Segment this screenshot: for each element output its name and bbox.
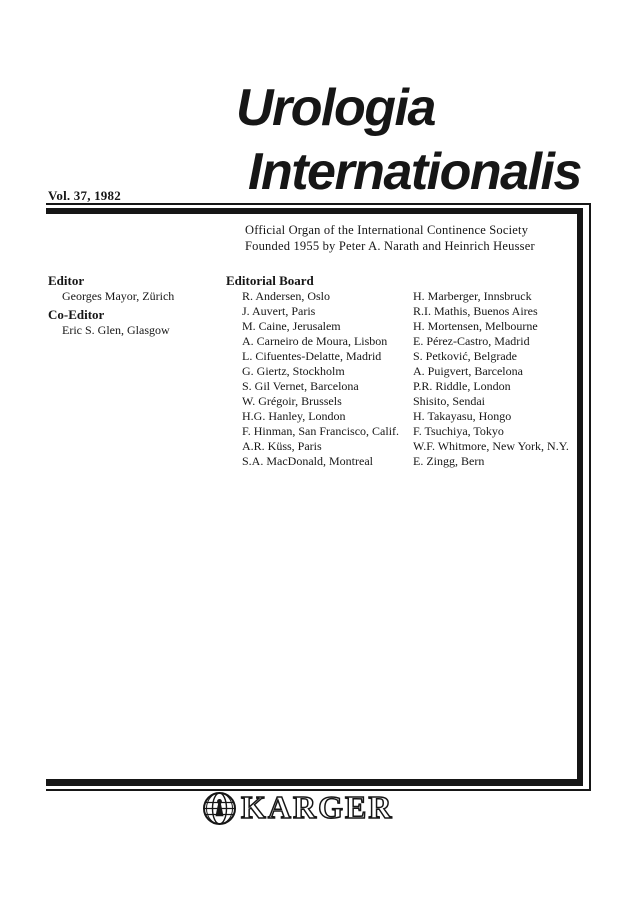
board-member: W.F. Whitmore, New York, N.Y. [413,439,569,453]
co-editor-heading: Co-Editor [48,307,105,322]
board-member: S. Petković, Belgrade [413,349,517,363]
official-organ-block [245,222,535,254]
publisher-logo [202,789,422,829]
board-member: F. Hinman, San Francisco, Calif. [242,424,400,438]
board-member: A.R. Küss, Paris [242,439,322,453]
board-member: L. Cifuentes-Delatte, Madrid [242,349,382,363]
editorial-board-column-2 [413,289,578,469]
publisher-wordmark [239,789,414,827]
editorial-board-column-1 [242,289,410,469]
board-member: H. Takayasu, Hongo [413,409,512,423]
board-member: J. Auvert, Paris [242,304,316,318]
board-member: E. Pérez-Castro, Madrid [413,334,530,348]
journal-title-line2: Internationalis [248,143,581,201]
board-member: M. Caine, Jerusalem [242,319,341,333]
board-member: R. Andersen, Oslo [242,289,330,303]
board-member: E. Zingg, Bern [413,454,485,468]
board-member: A. Carneiro de Moura, Lisbon [242,334,388,348]
board-member: S.A. MacDonald, Montreal [242,454,373,468]
board-member: R.I. Mathis, Buenos Aires [413,304,538,318]
board-member: W. Grégoir, Brussels [242,394,342,408]
board-member: H.G. Hanley, London [242,409,346,423]
board-member: G. Giertz, Stockholm [242,364,345,378]
editor-heading: Editor [48,273,85,288]
board-member: Shisito, Sendai [413,394,486,408]
official-organ-line1: Official Organ of the International Continence Society [245,223,529,237]
globe-icon [202,791,237,826]
board-member: H. Mortensen, Melbourne [413,319,538,333]
co-editor-name: Eric S. Glen, Glasgow [62,323,170,337]
board-member: A. Puigvert, Barcelona [413,364,523,378]
publisher-wordmark-text: KARGER [241,789,394,825]
editor-name: Georges Mayor, Zürich [62,289,175,303]
journal-title-line1: Urologia [236,79,435,137]
board-member: S. Gil Vernet, Barcelona [242,379,359,393]
volume-issue-label: Vol. 37, 1982 [48,188,121,203]
official-organ-line2: Founded 1955 by Peter A. Narath and Heinrich Heusser [245,239,535,253]
board-member: P.R. Riddle, London [413,379,511,393]
board-member: F. Tsuchiya, Tokyo [413,424,504,438]
editorial-board-heading: Editorial Board [226,273,314,288]
board-member: H. Marberger, Innsbruck [413,289,532,303]
